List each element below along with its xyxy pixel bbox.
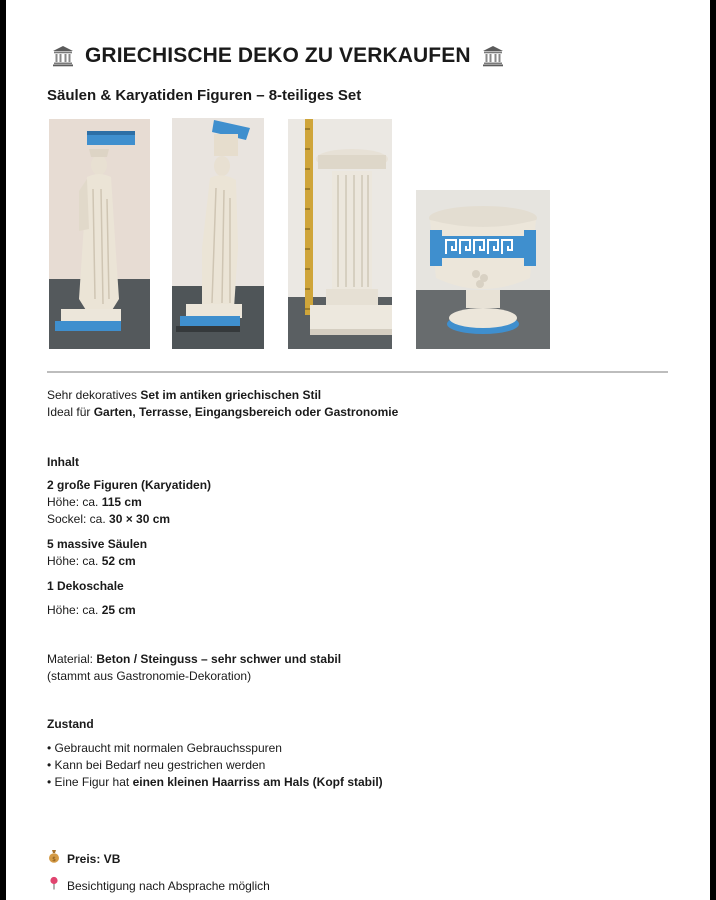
inhalt-heading-text: Inhalt	[47, 455, 79, 469]
item-karyatiden-title	[47, 477, 211, 494]
intro-highlight: Garten, Terrasse, Eingangsbereich oder Gastronomie	[93, 405, 399, 419]
value: 25 cm	[101, 603, 136, 617]
page-title	[51, 44, 505, 68]
item-saeulen-height	[47, 553, 136, 570]
value: 115 cm	[101, 495, 142, 509]
item-title: 2 große Figuren (Karyatiden)	[47, 478, 212, 492]
zustand-heading	[47, 716, 94, 733]
intro-highlight: Set im antiken griechischen Stil	[140, 388, 322, 402]
title-text: GRIECHISCHE DEKO ZU VERKAUFEN	[85, 44, 471, 67]
viewing-text: Besichtigung nach Absprache möglich	[67, 879, 270, 893]
zustand-bullet: • Kann bei Bedarf neu gestrichen werden	[47, 758, 266, 772]
label: Höhe: ca.	[47, 495, 102, 509]
bullet-highlight: einen kleinen Haarriss am Hals (Kopf stabil)	[132, 775, 383, 789]
dekoschale-photo	[416, 190, 550, 349]
material-note: (stammt aus Gastronomie-Dekoration)	[47, 669, 252, 683]
divider	[47, 371, 668, 373]
zustand-bullet	[47, 774, 383, 791]
item-title: 5 massive Säulen	[47, 537, 148, 551]
item-karyatiden-height	[47, 494, 142, 511]
intro-line-2	[47, 404, 398, 421]
viewing-line	[47, 876, 270, 895]
bullet-text: • Eine Figur hat	[47, 775, 133, 789]
price-text: Preis: VB	[67, 852, 121, 866]
label: Sockel: ca.	[47, 512, 110, 526]
material-line	[47, 651, 341, 668]
karyatide-side-photo	[172, 118, 264, 349]
listing-page	[6, 0, 710, 900]
value: 52 cm	[101, 554, 136, 568]
material-value: Beton / Steinguss – sehr schwer und stabil	[96, 652, 342, 666]
item-karyatiden-base	[47, 511, 170, 528]
item-title: 1 Dekoschale	[47, 579, 124, 593]
zustand-heading-text: Zustand	[47, 717, 94, 731]
item-dekoschale-title	[47, 578, 124, 595]
saeule-photo	[288, 119, 392, 349]
item-saeulen-title	[47, 536, 147, 553]
karyatide-front-photo	[49, 119, 150, 349]
material-label: Material:	[47, 652, 97, 666]
label: Höhe: ca.	[47, 554, 102, 568]
zustand-bullet: • Gebraucht mit normalen Gebrauchsspuren	[47, 741, 282, 755]
price-line	[47, 849, 120, 868]
intro-text: Ideal für	[47, 405, 94, 419]
label: Höhe: ca.	[47, 603, 102, 617]
svg-text:$: $	[52, 856, 56, 863]
page-subtitle: Säulen & Karyatiden Figuren – 8-teiliges Set	[47, 87, 362, 104]
intro-text: Sehr dekoratives	[47, 388, 141, 402]
pushpin-icon	[47, 876, 61, 895]
intro-line-1	[47, 387, 321, 404]
classical-building-icon	[51, 44, 75, 68]
inhalt-heading	[47, 454, 79, 471]
item-dekoschale-height	[47, 602, 136, 619]
value: 30 × 30 cm	[109, 512, 171, 526]
money-bag-icon	[47, 849, 61, 868]
classical-building-icon	[481, 44, 505, 68]
